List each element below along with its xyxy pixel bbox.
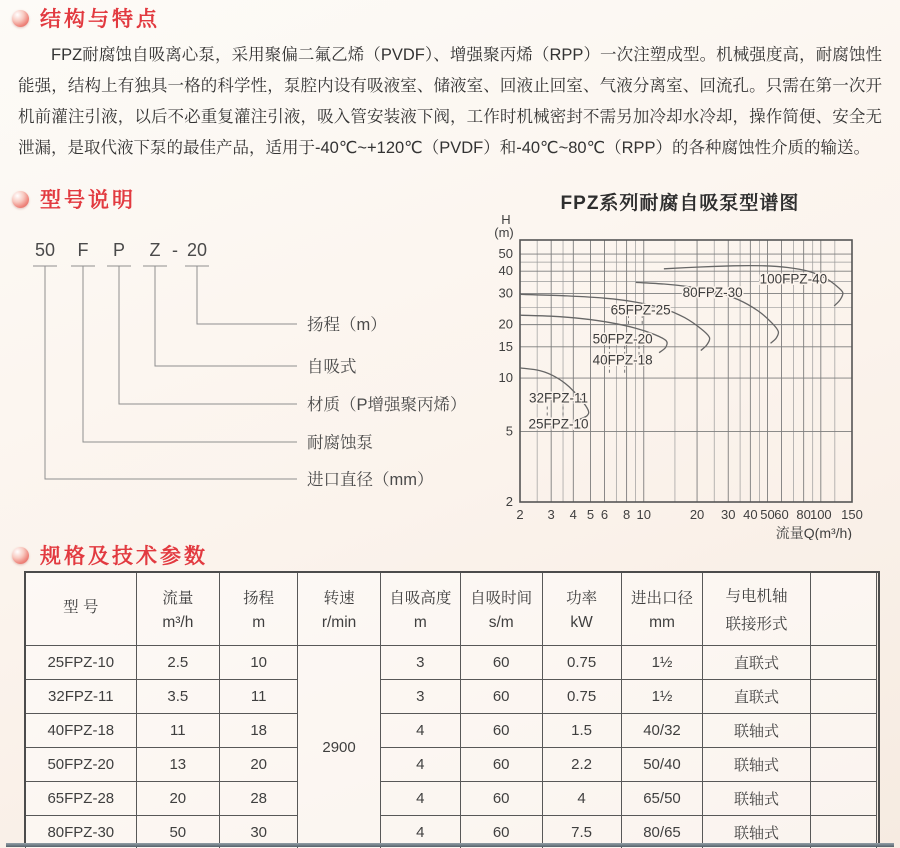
model-code-label: 进口直径（mm） bbox=[307, 471, 434, 489]
pump-spectrum-chart bbox=[478, 210, 894, 540]
suction-time-cell: 60 bbox=[460, 680, 542, 714]
empty-cell bbox=[810, 782, 876, 816]
pearl-bullet-icon bbox=[12, 191, 29, 208]
ports-cell: 80/65 bbox=[621, 816, 703, 848]
suction-height-cell: 4 bbox=[380, 714, 460, 748]
model-code-connector-line bbox=[71, 266, 297, 442]
curve-label: 40FPZ-18 bbox=[592, 352, 653, 368]
table-row bbox=[26, 646, 877, 680]
pearl-bullet-icon bbox=[12, 547, 29, 564]
flow-cell: 50 bbox=[136, 816, 219, 848]
curve-label: 32FPZ-11 bbox=[528, 390, 589, 406]
model-code-label: 材质（P增强聚丙烯） bbox=[307, 396, 467, 414]
head-cell: 11 bbox=[220, 680, 298, 714]
empty-cell bbox=[810, 680, 876, 714]
table-row bbox=[26, 748, 877, 782]
x-tick-label: 80 bbox=[796, 507, 811, 522]
column-header bbox=[380, 573, 460, 646]
specs-title: 规格及技术参数 bbox=[40, 545, 208, 568]
column-header-unit: 联接形式 bbox=[725, 616, 788, 633]
x-tick-label: 150 bbox=[841, 507, 863, 522]
y-tick-label: 20 bbox=[498, 316, 513, 332]
coupling-cell: 联轴式 bbox=[703, 748, 810, 782]
head-cell: 18 bbox=[220, 714, 298, 748]
column-header-unit: m bbox=[252, 614, 266, 631]
flow-cell: 13 bbox=[136, 748, 219, 782]
model-cell: 32FPZ-11 bbox=[26, 680, 137, 714]
x-tick-label: 6 bbox=[600, 507, 609, 522]
empty-cell bbox=[810, 714, 876, 748]
column-header-unit: m³/h bbox=[162, 614, 194, 631]
coupling-cell: 直联式 bbox=[703, 680, 810, 714]
curve-label: 100FPZ-40 bbox=[759, 271, 828, 287]
y-axis-title: (m) bbox=[494, 225, 514, 240]
power-cell: 4 bbox=[542, 782, 621, 816]
y-tick-label: 30 bbox=[498, 285, 513, 301]
empty-cell bbox=[810, 748, 876, 782]
suction-time-cell: 60 bbox=[460, 816, 542, 848]
table-row bbox=[26, 782, 877, 816]
y-axis-title: H bbox=[501, 212, 511, 227]
empty-cell bbox=[810, 646, 876, 680]
column-header bbox=[621, 573, 703, 646]
model-cell: 50FPZ-20 bbox=[26, 748, 137, 782]
column-header-unit: s/m bbox=[488, 614, 514, 631]
suction-time-cell: 60 bbox=[460, 714, 542, 748]
power-cell: 0.75 bbox=[542, 680, 621, 714]
ports-cell: 50/40 bbox=[621, 748, 703, 782]
x-tick-label: 30 bbox=[721, 507, 736, 522]
suction-height-cell: 4 bbox=[380, 816, 460, 848]
x-tick-label: 3 bbox=[547, 507, 555, 522]
ports-cell: 40/32 bbox=[621, 714, 703, 748]
model-code-part: - bbox=[172, 240, 178, 260]
curve-label: 50FPZ-20 bbox=[592, 331, 653, 347]
suction-height-cell: 4 bbox=[380, 748, 460, 782]
suction-time-cell: 60 bbox=[460, 782, 542, 816]
features-paragraph: FPZ耐腐蚀自吸离心泵，采用聚偏二氟乙烯（PVDF）、增强聚丙烯（RPP）一次注塑成型。机械强度高，耐腐蚀性能强，结构上有独具一格的科学性，泵腔内设有吸液室、储液室、回液止回室、气液分离室、回流孔。只需在第一次开机前灌注引液，以后不必重复灌注引液，吸入管安装液下阀，工作时机械密封不需另加冷却水冷却，操作简便、安全无泄漏，是取代液下泵的最佳产品，适用于-40℃~+120℃（PVDF）和-40℃~80℃（RPP）的各种腐蚀性介质的输送。 bbox=[18, 46, 882, 158]
curve-label: 80FPZ-30 bbox=[682, 285, 743, 301]
x-tick-label: 40 bbox=[743, 507, 758, 522]
model-cell: 80FPZ-30 bbox=[26, 816, 137, 848]
column-header bbox=[542, 573, 621, 646]
column-header bbox=[136, 573, 219, 646]
column-header bbox=[26, 573, 137, 646]
power-cell: 7.5 bbox=[542, 816, 621, 848]
x-tick-label: 100 bbox=[809, 507, 832, 522]
ports-cell: 1½ bbox=[621, 646, 703, 680]
coupling-cell: 联轴式 bbox=[703, 816, 810, 848]
power-cell: 1.5 bbox=[542, 714, 621, 748]
coupling-cell: 联轴式 bbox=[703, 714, 810, 748]
model-code-diagram bbox=[15, 226, 485, 506]
column-header-label: 自吸时间 bbox=[470, 590, 533, 607]
suction-time-cell: 60 bbox=[460, 748, 542, 782]
model-code-part: Z bbox=[149, 240, 161, 260]
curve-label: 65FPZ-25 bbox=[610, 302, 671, 318]
features-title: 结构与特点 bbox=[40, 8, 160, 31]
y-tick-label: 2 bbox=[505, 494, 513, 509]
speed-cell: 2900 bbox=[298, 646, 381, 848]
model-code-part: 50 bbox=[34, 240, 56, 260]
x-axis-title: 流量Q(m³/h) bbox=[775, 525, 852, 540]
model-code-part: P bbox=[112, 240, 126, 260]
y-tick-label: 10 bbox=[498, 370, 513, 386]
specs-table bbox=[25, 572, 877, 848]
column-header-label: 进出口径 bbox=[630, 590, 693, 607]
x-tick-label: 60 bbox=[774, 507, 789, 522]
model-cell: 65FPZ-28 bbox=[26, 782, 137, 816]
column-header-label: 型 号 bbox=[63, 599, 99, 616]
x-tick-label: 20 bbox=[689, 507, 705, 522]
table-row bbox=[26, 714, 877, 748]
column-header-label: 转速 bbox=[323, 590, 355, 607]
ports-cell: 1½ bbox=[621, 680, 703, 714]
head-cell: 20 bbox=[220, 748, 298, 782]
suction-time-cell: 60 bbox=[460, 646, 542, 680]
column-header-label: 与电机轴 bbox=[725, 588, 788, 605]
power-cell: 0.75 bbox=[542, 646, 621, 680]
model-code-part: F bbox=[77, 240, 89, 260]
column-header-unit: kW bbox=[570, 614, 593, 631]
suction-height-cell: 3 bbox=[380, 680, 460, 714]
coupling-cell: 直联式 bbox=[703, 646, 810, 680]
coupling-cell: 联轴式 bbox=[703, 782, 810, 816]
column-header-label: 功率 bbox=[566, 590, 598, 607]
y-tick-label: 15 bbox=[498, 338, 513, 354]
model-code-connector-line bbox=[143, 266, 297, 366]
column-header-label: 自吸高度 bbox=[389, 590, 452, 607]
head-cell: 10 bbox=[220, 646, 298, 680]
suction-height-cell: 3 bbox=[380, 646, 460, 680]
model-code-part: 20 bbox=[186, 240, 208, 260]
flow-cell: 11 bbox=[136, 714, 219, 748]
model-cell: 40FPZ-18 bbox=[26, 714, 137, 748]
x-tick-label: 4 bbox=[569, 507, 577, 522]
column-header bbox=[703, 573, 810, 646]
model-code-connector-line bbox=[185, 266, 297, 324]
y-tick-label: 50 bbox=[498, 246, 513, 262]
table-header-row bbox=[26, 573, 877, 646]
x-tick-label: 5 bbox=[586, 507, 595, 522]
head-cell: 30 bbox=[220, 816, 298, 848]
model-heading bbox=[12, 184, 136, 214]
x-tick-label: 50 bbox=[760, 507, 775, 522]
suction-height-cell: 4 bbox=[380, 782, 460, 816]
column-header-label: 流量 bbox=[162, 590, 194, 607]
column-header-label: 扬程 bbox=[243, 590, 275, 607]
y-tick-label: 5 bbox=[505, 423, 513, 439]
flow-cell: 3.5 bbox=[136, 680, 219, 714]
flow-cell: 2.5 bbox=[136, 646, 219, 680]
model-code-label: 自吸式 bbox=[307, 358, 357, 376]
model-code-label: 耐腐蚀泵 bbox=[307, 434, 373, 452]
pearl-bullet-icon bbox=[12, 10, 29, 27]
model-cell: 25FPZ-10 bbox=[26, 646, 137, 680]
flow-cell: 20 bbox=[136, 782, 219, 816]
column-header bbox=[220, 573, 298, 646]
column-header bbox=[460, 573, 542, 646]
model-code-connector-line bbox=[107, 266, 297, 404]
features-heading bbox=[12, 3, 160, 33]
y-tick-label: 40 bbox=[498, 263, 513, 279]
table-row bbox=[26, 680, 877, 714]
page-bottom-edge bbox=[6, 843, 894, 847]
power-cell: 2.2 bbox=[542, 748, 621, 782]
column-header-unit: r/min bbox=[321, 614, 357, 631]
model-code-label: 扬程（m） bbox=[307, 316, 387, 334]
column-header-unit: mm bbox=[649, 614, 675, 631]
model-title: 型号说明 bbox=[40, 189, 136, 212]
specs-heading bbox=[12, 540, 208, 570]
column-header-unit: m bbox=[413, 614, 427, 631]
curve-label: 25FPZ-10 bbox=[528, 416, 589, 432]
model-code-connector-line bbox=[33, 266, 297, 479]
x-tick-label: 10 bbox=[636, 507, 651, 522]
x-tick-label: 2 bbox=[516, 507, 524, 522]
head-cell: 28 bbox=[220, 782, 298, 816]
column-header bbox=[810, 573, 876, 646]
ports-cell: 65/50 bbox=[621, 782, 703, 816]
x-tick-label: 8 bbox=[622, 507, 631, 522]
chart-title: FPZ系列耐腐自吸泵型谱图 bbox=[560, 193, 800, 214]
column-header bbox=[298, 573, 381, 646]
